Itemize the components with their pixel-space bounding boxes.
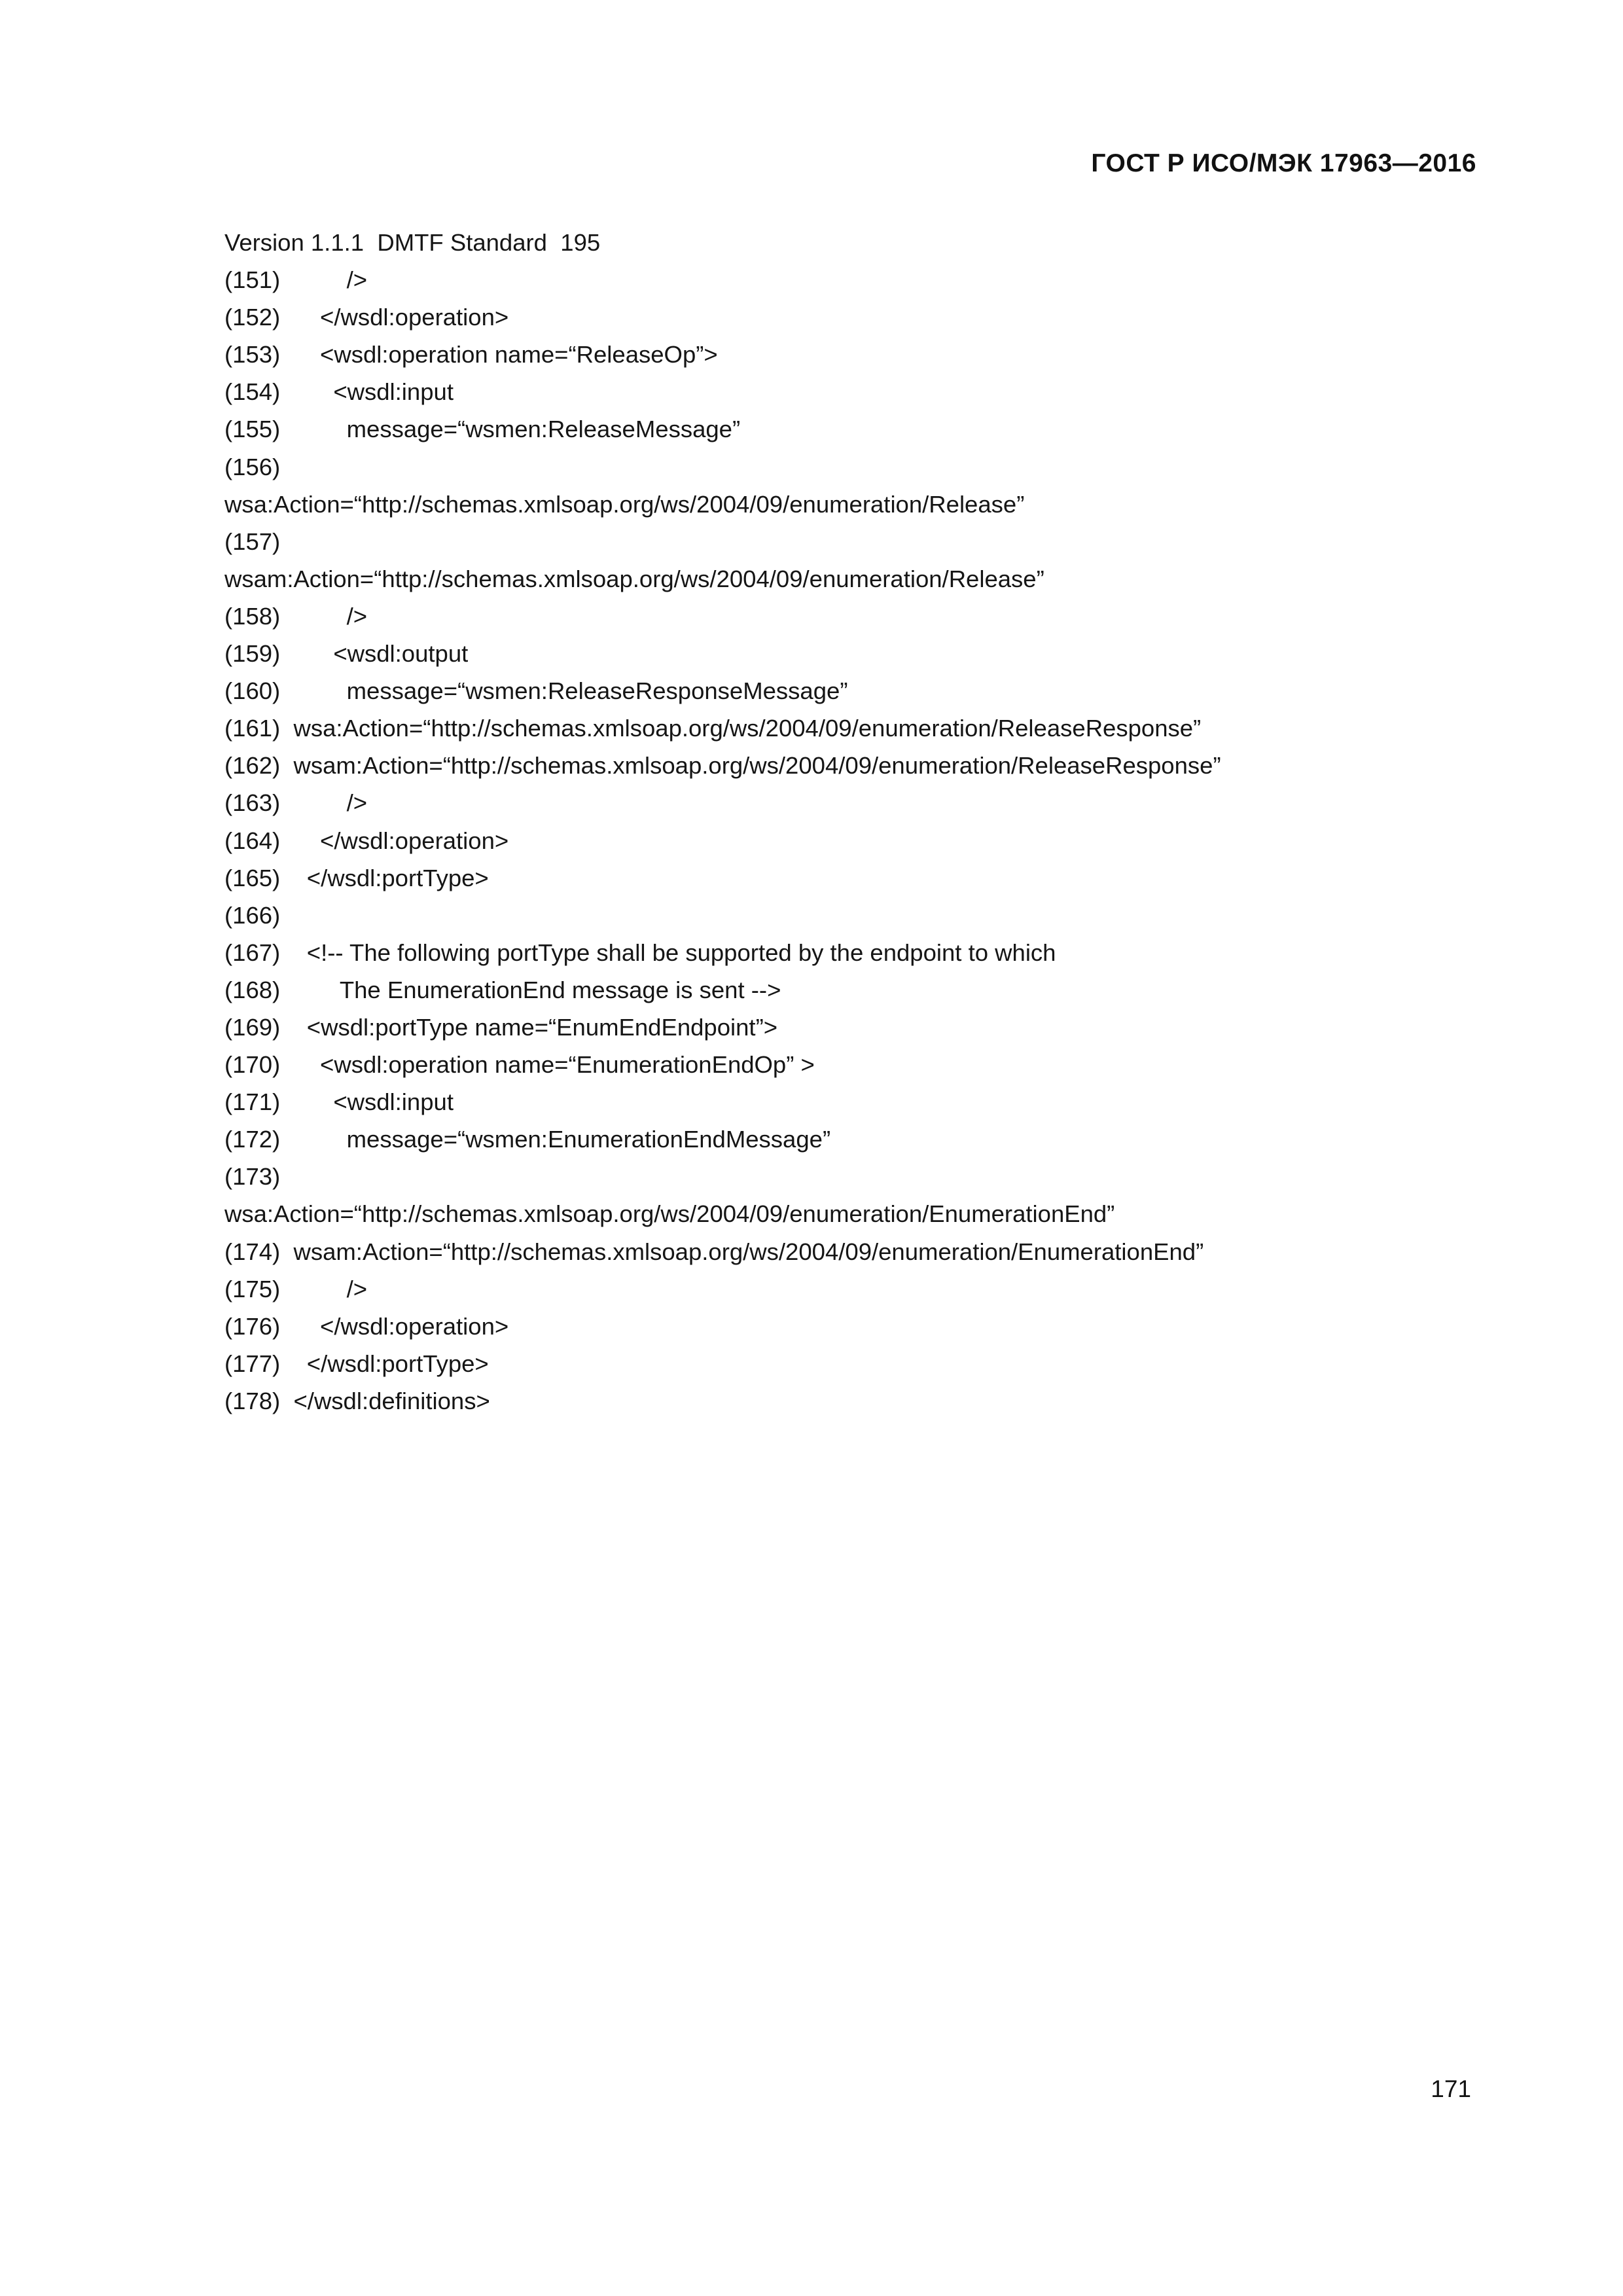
page-header-standard-id: ГОСТ Р ИСО/МЭК 17963—2016 [1091,149,1476,177]
listing-line: (164) </wsdl:operation> [224,827,509,854]
listing-line: Version 1.1.1 DMTF Standard 195 [224,229,601,256]
listing-line: (152) </wsdl:operation> [224,304,509,331]
listing-line: (154) <wsdl:input [224,378,454,406]
listing-line: (178) </wsdl:definitions> [224,1387,490,1414]
listing-line: (167) <!-- The following portType shall be supported by the endpoint to which [224,939,1056,966]
listing-line: wsa:Action=“http://schemas.xmlsoap.org/ws/2004/09/enumeration/Release” [224,490,1025,518]
listing-line: (171) <wsdl:input [224,1088,454,1116]
listing-line: (162) wsam:Action=“http://schemas.xmlsoap.org/ws/2004/09/enumeration/ReleaseResponse” [224,752,1221,780]
page-number: 171 [1431,2075,1471,2102]
listing-line: (169) <wsdl:portType name=“EnumEndEndpoint”> [224,1013,778,1041]
listing-line: (159) <wsdl:output [224,640,469,668]
listing-line: (174) wsam:Action=“http://schemas.xmlsoap.org/ws/2004/09/enumeration/EnumerationEnd” [224,1238,1204,1265]
listing-line: (176) </wsdl:operation> [224,1312,509,1340]
listing-line: (157) [224,528,281,555]
listing-line: (158) /> [224,602,368,630]
listing-line: (177) </wsdl:portType> [224,1350,489,1377]
listing-line: (168) The EnumerationEnd message is sent --> [224,976,781,1003]
listing-line: (155) message=“wsmen:ReleaseMessage” [224,416,741,443]
listing-line: (170) <wsdl:operation name=“EnumerationEndOp” > [224,1051,815,1079]
listing-line: (175) /> [224,1275,368,1302]
listing-line: (166) [224,901,281,929]
listing-line: (161) wsa:Action=“http://schemas.xmlsoap.org/ws/2004/09/enumeration/ReleaseResponse” [224,715,1202,742]
listing-line: (160) message=“wsmen:ReleaseResponseMessage” [224,677,848,705]
listing-line: (172) message=“wsmen:EnumerationEndMessage” [224,1126,831,1153]
listing-line: (165) </wsdl:portType> [224,864,489,891]
code-listing [224,224,1501,1420]
listing-line: (163) /> [224,789,368,817]
listing-line: (153) <wsdl:operation name=“ReleaseOp”> [224,341,718,368]
listing-line: wsa:Action=“http://schemas.xmlsoap.org/ws/2004/09/enumeration/EnumerationEnd” [224,1200,1115,1228]
listing-line: (173) [224,1163,281,1191]
listing-line: (156) [224,453,281,480]
listing-line: (151) /> [224,266,368,294]
listing-line: wsam:Action=“http://schemas.xmlsoap.org/ws/2004/09/enumeration/Release” [224,565,1044,592]
